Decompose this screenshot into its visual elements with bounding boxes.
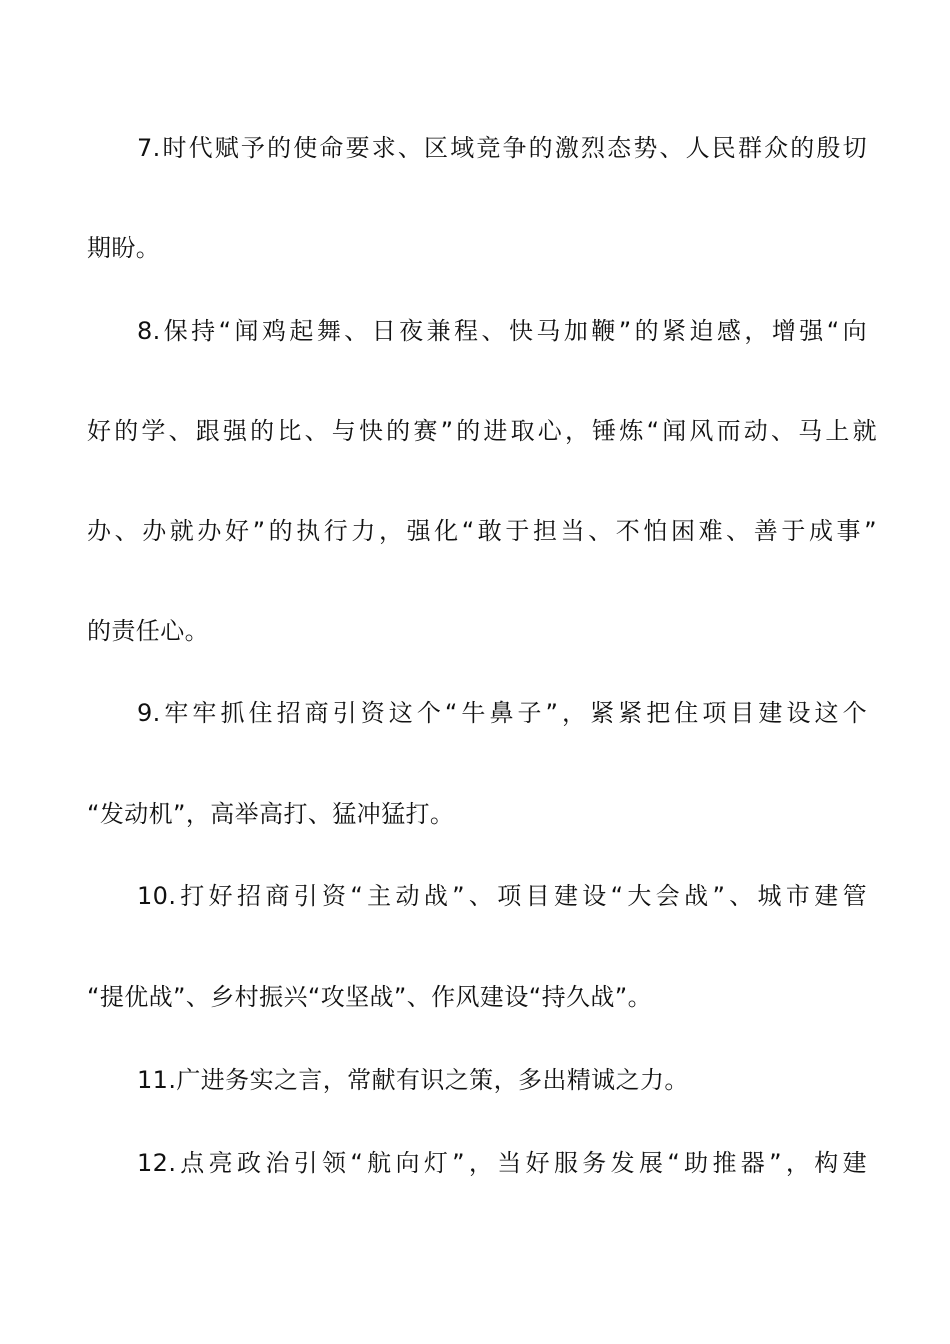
paragraph-10-line-2: “提优战”、乡村振兴“攻坚战”、作风建设“持久战”。 — [87, 983, 652, 1011]
paragraph-8-line-4: 的责任心。 — [87, 617, 209, 645]
paragraph-9-line-2: “发动机”，高举高打、猛冲猛打。 — [87, 800, 455, 828]
paragraph-11-line-1: 11.广进务实之言，常献有识之策，多出精诚之力。 — [137, 1066, 689, 1094]
paragraph-7-line-2: 期盼。 — [87, 234, 161, 262]
paragraph-8-line-1: 8.保持“闻鸡起舞、日夜兼程、快马加鞭”的紧迫感，增强“向 — [137, 317, 867, 345]
paragraph-10-line-1: 10.打好招商引资“主动战”、项目建设“大会战”、城市建管 — [137, 882, 867, 910]
paragraph-12-line-1: 12.点亮政治引领“航向灯”，当好服务发展“助推器”，构建 — [137, 1149, 867, 1177]
paragraph-7-line-1: 7.时代赋予的使命要求、区域竞争的激烈态势、人民群众的殷切 — [137, 134, 867, 162]
paragraph-9-line-1: 9.牢牢抓住招商引资这个“牛鼻子”，紧紧把住项目建设这个 — [137, 699, 867, 727]
paragraph-8-line-2: 好的学、跟强的比、与快的赛”的进取心，锤炼“闻风而动、马上就 — [87, 417, 877, 445]
paragraph-8-line-3: 办、办就办好”的执行力，强化“敢于担当、不怕困难、善于成事” — [87, 517, 877, 545]
